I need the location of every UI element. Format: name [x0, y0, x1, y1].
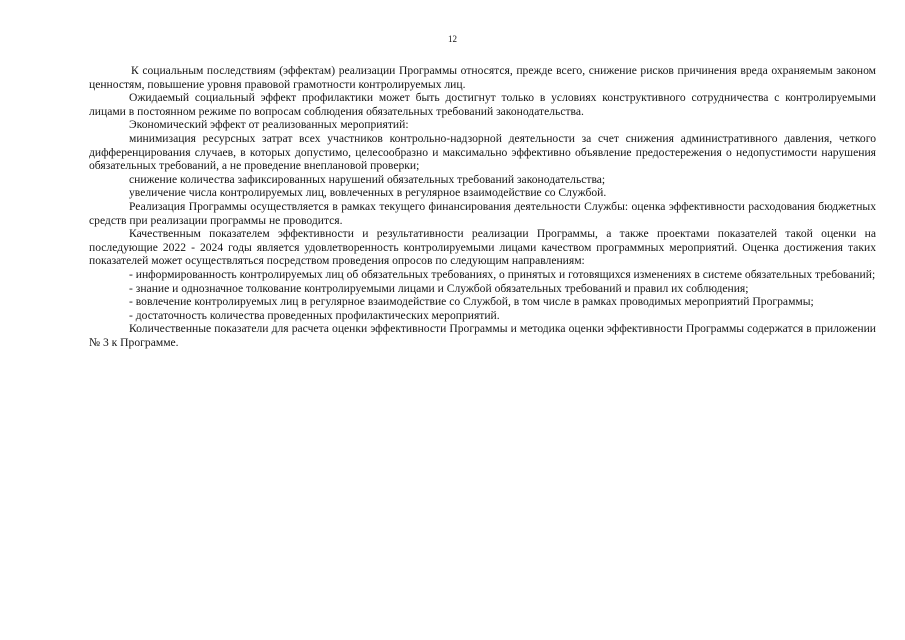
paragraph-social-effects: К социальным последствиям (эффектам) реализации Программы относятся, прежде всего, снижение рисков причинения вреда охраняемым законом ценностям, повышение уровня правовой грамотности контролируемых лиц.	[89, 64, 876, 91]
paragraph-cost-minimization: минимизация ресурсных затрат всех участников контрольно-надзорной деятельности за счет снижения административного давления, четкого дифференцирования случаев, в которых допустимо, целесообразно и максимально эффективно объявление предостережения о недопустимости нарушения обязательных требований, а не проведение внеплановой проверки;	[89, 131, 876, 173]
paragraph-sufficiency-item: - достаточность количества проведенных профилактических мероприятий.	[129, 308, 500, 322]
paragraph-violations-reduction: снижение количества зафиксированных нарушений обязательных требований законодательства;	[129, 172, 606, 186]
paragraph-quality-indicator: Качественным показателем эффективности и результативности реализации Программы, а также проектами показателей такой оценки на последующие 2022 - 2024 годы является удовлетворенность контролируемыми лицами качеством программных мероприятий. Оценка достижения таких показателей может осуществляться посредством проведения опросов по следующим направлениям:	[89, 227, 876, 268]
paragraph-knowledge-item: - знание и однозначное толкование контролируемыми лицами и Службой обязательных требований и правил их соблюдения;	[129, 281, 749, 295]
paragraph-quantitative-indicators: Количественные показатели для расчета оценки эффективности Программы и методика оценки эффективности Программы содержатся в приложении № 3 к Программе.	[89, 322, 876, 349]
paragraph-awareness-item: - информированность контролируемых лиц об обязательных требованиях, о принятых и готовящихся изменениях в системе обязательных требований;	[129, 267, 876, 281]
paragraph-involvement-item: - вовлечение контролируемых лиц в регулярное взаимодействие со Службой, в том числе в рамках проводимых мероприятий Программы;	[129, 295, 814, 309]
page-number: 12	[448, 34, 457, 44]
paragraph-program-financing: Реализация Программы осуществляется в рамках текущего финансирования деятельности Службы: оценка эффективности расходования бюджетных средств при реализации программы не проводится.	[89, 199, 876, 227]
paragraph-engagement-increase: увеличение числа контролируемых лиц, вовлеченных в регулярное взаимодействие со Службой.	[129, 186, 607, 200]
paragraph-expected-social-effect: Ожидаемый социальный эффект профилактики может быть достигнут только в условиях конструктивного сотрудничества с контролируемыми лицами в постоянном режиме по вопросам соблюдения обязательных требований законодательства.	[89, 91, 876, 118]
paragraph-economic-effect-heading: Экономический эффект от реализованных мероприятий:	[129, 118, 409, 132]
document-body	[89, 64, 876, 349]
